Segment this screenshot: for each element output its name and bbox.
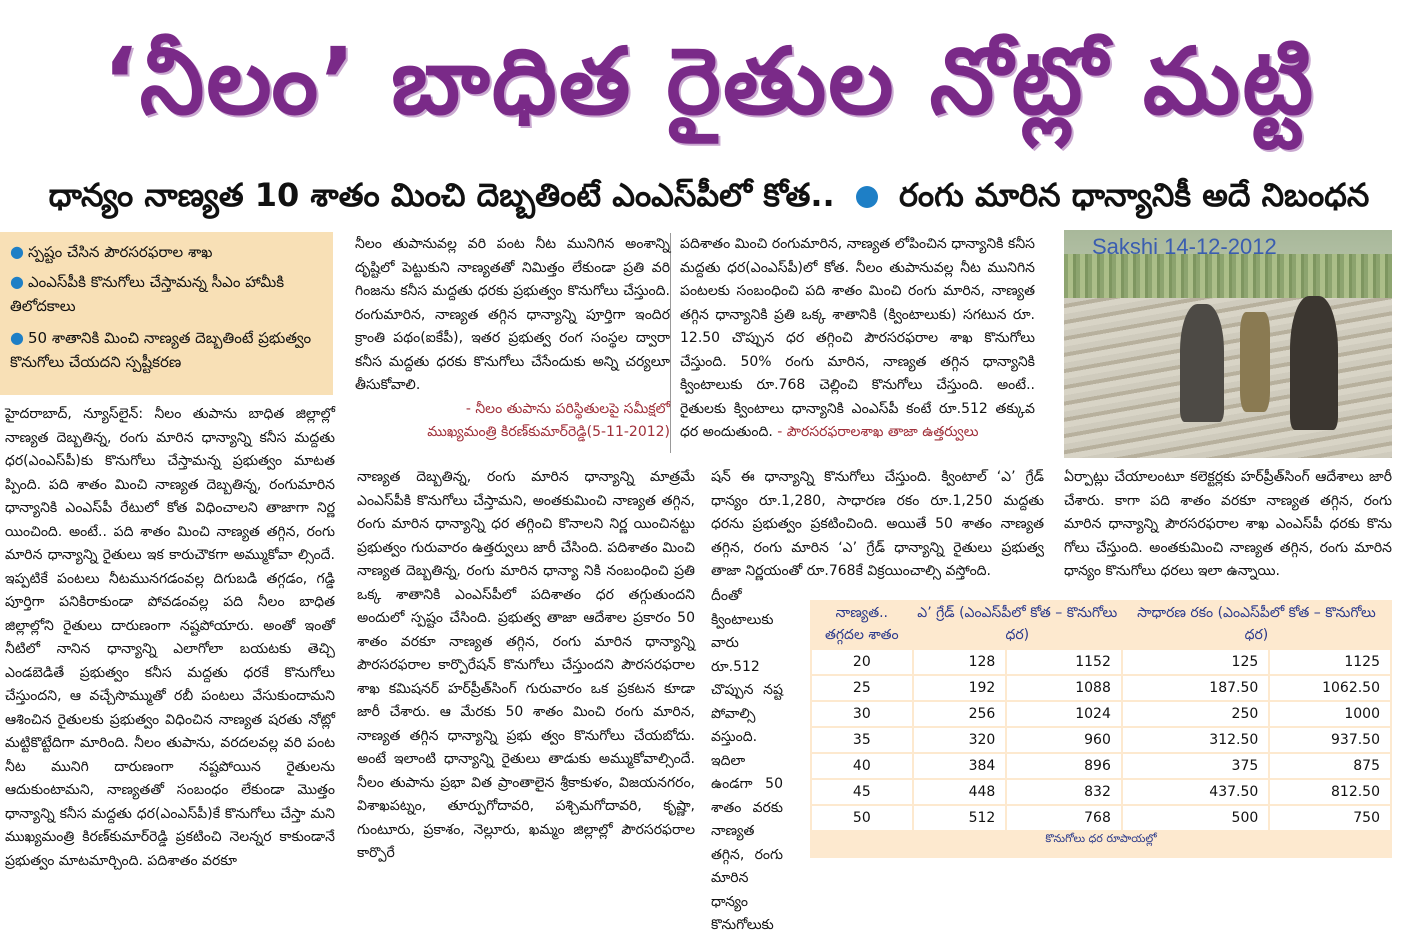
flooded-field bbox=[1064, 298, 1392, 458]
table-cell: 45 bbox=[811, 779, 913, 805]
table-cell: 768 bbox=[1006, 805, 1122, 831]
bullet-icon: ● bbox=[10, 328, 24, 347]
body-column-1: హైదరాబాద్, న్యూస్‌లైన్: నీలం తుపాను బాధిత జిల్లాల్లో నాణ్యత దెబ్బతిన్న, రంగు మారిన ధాన్యాన్ని కనీస మద్దతు ధర(ఎంఎస్‌పీ)కు కొనుగోలు చేస్తామన్న ప్రభుత్వం మాటత ప్పింది. పది శాతం మించి నాణ్యత దెబ్బతిన్న, రంగుమారిన ధాన్యానికి ఎంఎస్‌పీ రేటులో కోత విధించాలని తాజాగా నిర్ణ యించింది. అంటే.. పది శాతం మించి నాణ్యత తగ్గిన, రంగు మారిన ధాన్యాన్ని రైతులు ఇక కారుచౌకగా అమ్ముకోవా ల్సిందే. ఇప్పటికే పంటలు నీటమునగడంవల్ల దిగుబడి తగ్గడం, గడ్డి పూర్తిగా పనికిరాకుండా పోవడంవల్ల పది నీలం బాధిత జిల్లాల్లోని రైతులు దారుణంగా నష్టపోయారు. అంతో ఇంతో నీటిలో నానిన ధాన్యాన్ని ఎలాగోలా బయటకు తెచ్చి ఎండబెడితే ప్రభుత్వం కనీస మద్దతు ధరకే కొనుగోలు చేస్తుందని, ఆ వచ్చేసొమ్ముతో రబీ పంటలు వేసుకుందామని ఆశించిన రైతులకు ప్రభుత్వం విధించిన నాణ్యత షరతు నోట్లో మట్టికొట్టేదిగా మారింది. నీలం తుపాను, వరదలవల్ల వరి పంట నీట మునిగి దారుణంగా నష్టపోయిన రైతులను ఆదుకుంటామని, నాణ్యతతో సంబంధం లేకుండా మొత్తం ధాన్యాన్ని కనీస మద్దతు ధర(ఎంఎస్‌పీ)కే కొనుగోలు చేస్తా మని ముఖ్యమంత్రి కిరణ్‌కుమార్‌రెడ్డి ప్రకటించి నెలన్నర కాకుండానే ప్రభుత్వం మాటమార్చింది. పదిశాతం వరకూ bbox=[5, 406, 335, 869]
table-cell: 896 bbox=[1006, 753, 1122, 779]
cm-quote-sig1: - నీలం తుపాను పరిస్థితులపై సమీక్షలో bbox=[465, 400, 670, 417]
dept-quote-text: పదిశాతం మించి రంగుమారిన, నాణ్యత లోపించిన ధాన్యానికి కనీస మద్దతు ధర(ఎంఎస్‌పీ)లో కోత. నీలం తుపానువల్ల నీట మునిగిన పంటలకు సంబంధించి పది శాతం మించి రంగు మారిన, నాణ్యత తగ్గిన ధాన్యానికి ప్రతి ఒక్క శాతానికి (క్వింటాలుకు) సగటున రూ. 12.50 చొప్పున ధర తగ్గించి పౌరసరఫరాల శాఖ కొనుగోలు చేస్తుంది. 50% రంగు మారిన, నాణ్యత తగ్గిన ధాన్యానికి క్వింటాలుకు రూ.768 చెల్లించి కొనుగోలు చేస్తుంది. అంటే.. రైతులకు క్వింటాలు ధాన్యానికి ఎంఎస్‌పీ కంటే రూ.512 తక్కువ ధర అందుతుంది. bbox=[680, 236, 1035, 440]
paddy-bundle bbox=[1240, 312, 1270, 412]
bullet-icon: ● bbox=[10, 272, 24, 291]
table-cell: 125 bbox=[1122, 649, 1269, 675]
table-cell: 187.50 bbox=[1122, 675, 1269, 701]
highlight-item: ● 50 శాతానికి మించి నాణ్యత దెబ్బతింటే ప్రభుత్వం కొనుగోలు చేయదని స్పష్టీకరణ bbox=[10, 328, 312, 371]
cm-quote-text: నీలం తుపానువల్ల వరి పంట నీట మునిగిన అంశాన్ని దృష్టిలో పెట్టుకుని నాణ్యతతో నిమిత్తం లేకుండా ప్రతి వరి గింజను కనీస మద్దతు ధరకు ప్రభుత్వం కొనుగోలు చేస్తుంది. రంగుమారిన, నాణ్యత తగ్గిన ధాన్యాన్ని పూర్తిగా ఇందిర క్రాంతి పథం(ఐకేపీ), ఇతర ప్రభుత్వ రంగ సంస్థల ద్వారా కనీస మద్దతు ధరకు కొనుగోలు చేసేందుకు అన్ని చర్యలూ తీసుకోవాలి. bbox=[355, 236, 670, 393]
table-cell: 20 bbox=[811, 649, 913, 675]
body-column-4: ఏర్పాట్లు చేయాలంటూ కలెక్టర్లకు హర్‌ప్రీత్‌సింగ్ ఆదేశాలు జారీ చేశారు. కాగా పది శాతం వరకూ నాణ్యత తగ్గిన, రంగు మారిన ధాన్యాన్ని పౌరసరఫరాల శాఖ ఎంఎస్‌పీ ధరకు కొను గోలు చేస్తుంది. అంతకుమించి నాణ్యత తగ్గిన, రంగు మారిన ధాన్యం కొనుగోలు ధరలు ఇలా ఉన్నాయి. bbox=[1064, 469, 1392, 579]
highlight-item: ● ఎంఎస్‌పీకి కొనుగోలు చేస్తామన్న సీఎం హామీకి తిలోదకాలు bbox=[10, 272, 285, 315]
subheadline-left: ధాన్యం నాణ్యత 10 శాతం మించి దెబ్బతింటే ఎంఎస్‌పీలో కోత.. bbox=[48, 176, 835, 214]
table-cell: 960 bbox=[1006, 727, 1122, 753]
table-row bbox=[811, 675, 1391, 701]
table-cell: 1125 bbox=[1269, 649, 1391, 675]
table-cell: 500 bbox=[1122, 805, 1269, 831]
body-column-3b: దీంతో క్వింటాలుకు వారు రూ.512 చొప్పున నష్ట పోవాల్సి వస్తుంది. ఇదిలా ఉండగా 50 శాతం వరకు నాణ్యత తగ్గిన, రంగు మారిన ధాన్యం కొనుగోలుకు bbox=[711, 588, 783, 933]
table-cell: 512 bbox=[913, 805, 1007, 831]
bullet-icon: ● bbox=[10, 242, 24, 261]
price-table-grid bbox=[810, 600, 1392, 832]
bullet-dot-icon bbox=[856, 186, 878, 208]
paddy-field bbox=[1064, 254, 1392, 298]
table-row bbox=[811, 649, 1391, 675]
cm-quote-sig2: ముఖ్యమంత్రి కిరణ్‌కుమార్‌రెడ్డి(5-11-2012) bbox=[427, 424, 670, 440]
subheadline-right: రంగు మారిన ధాన్యానికీ అదే నిబంధన bbox=[898, 176, 1370, 214]
dept-quote-sig: - పౌరసరఫరాలశాఖ తాజా ఉత్తర్వులు bbox=[777, 424, 979, 440]
table-cell: 1024 bbox=[1006, 701, 1122, 727]
table-cell: 375 bbox=[1122, 753, 1269, 779]
table-cell: 40 bbox=[811, 753, 913, 779]
photo-date-stamp: Sakshi 14-12-2012 bbox=[1092, 234, 1277, 259]
table-cell: 320 bbox=[913, 727, 1007, 753]
price-table bbox=[810, 600, 1392, 858]
table-cell: 1062.50 bbox=[1269, 675, 1391, 701]
headline: ‘నీలం’ బాధిత రైతుల నోట్లో మట్టి bbox=[102, 28, 1316, 135]
table-cell: 937.50 bbox=[1269, 727, 1391, 753]
subheadline bbox=[0, 170, 1418, 220]
table-cell: 250 bbox=[1122, 701, 1269, 727]
table-footnote: కొనుగోలు ధర రూపాయల్లో bbox=[1045, 832, 1157, 845]
table-header-quality: నాణ్యత.. తగ్గదల శాతం bbox=[825, 605, 899, 643]
body-column-2: నాణ్యత దెబ్బతిన్న, రంగు మారిన ధాన్యాన్ని మాత్రమే ఎంఎస్‌పీకి కొనుగోలు చేస్తామని, అంతకుమించి నాణ్యత తగ్గిన, రంగు మారిన ధాన్యాన్ని ధర తగ్గించి కొనాలని నిర్ణ యించినట్టు ప్రభుత్వం గురువారం ఉత్తర్వులు జారీ చేసింది. పదిశాతం మించి నాణ్యత దెబ్బతిన్న, రంగు మారిన ధాన్యా నికి నంబంధించి ప్రతి ఒక్క శాతానికి ఎంఎస్‌పీలో పదిశాతం ధర తగ్గుతుందని అందులో స్పష్టం చేసింది. ప్రభుత్వ తాజా ఆదేశాల ప్రకారం 50 శాతం వరకూ నాణ్యత తగ్గిన, రంగు మారిన ధాన్యాన్ని పౌరసరఫరాల కార్పొరేషన్ కొనుగోలు చేస్తుందని పౌరసరఫరాల శాఖ కమిషనర్ హర్‌ప్రీత్‌సింగ్ గురువారం ఒక ప్రకటన కూడా జారీ చేశారు. ఆ మేరకు 50 శాతం మించి రంగు మారిన, నాణ్యత తగ్గిన ధాన్యాన్ని ప్రభు త్వం కొనుగోలు చేయబోదు. అంటే ఇలాంటి ధాన్యాన్ని రైతులు తాడుకు అమ్ముకోవాల్సిందే. నీలం తుపాను ప్రభా విత ప్రాంతాలైన శ్రీకాకుళం, విజయనగరం, విశాఖపట్నం, తూర్పుగోదావరి, పశ్చిమగోదావరి, కృష్ణా, గుంటూరు, ప్రకాశం, నెల్లూరు, ఖమ్మం జిల్లాల్లో పౌరసరఫరాల కార్పొరే bbox=[357, 469, 695, 861]
highlights-box bbox=[0, 232, 333, 395]
body-column-3a: షన్ ఈ ధాన్యాన్ని కొనుగోలు చేస్తుంది. క్వింటాల్ ‘ఎ’ గ్రేడ్ ధాన్యం రూ.1,280, సాధారణ రకం రూ.1,250 మద్దతు ధరను ప్రభుత్వం ప్రకటించింది. అయితే 50 శాతం నాణ్యత తగ్గిన, రంగు మారిన ‘ఎ’ గ్రేడ్ ధాన్యాన్ని రైతులు ప్రభుత్వ తాజా నిర్ణయంతో రూ.768కే విక్రయించాల్సి వస్తోంది. bbox=[711, 469, 1044, 579]
table-cell: 25 bbox=[811, 675, 913, 701]
table-row bbox=[811, 701, 1391, 727]
table-row bbox=[811, 779, 1391, 805]
table-cell: 1152 bbox=[1006, 649, 1122, 675]
highlight-item: ● స్పష్టం చేసిన పౌరసరఫరాల శాఖ bbox=[10, 242, 213, 261]
table-cell: 35 bbox=[811, 727, 913, 753]
cm-quote-box bbox=[355, 233, 671, 453]
table-cell: 448 bbox=[913, 779, 1007, 805]
table-cell: 1088 bbox=[1006, 675, 1122, 701]
dept-quote-box bbox=[680, 233, 1035, 453]
table-header-a-grade: ఎ’ గ్రేడ్ (ఎంఎస్‌పీలో కోత – కొనుగోలు ధర) bbox=[917, 605, 1118, 643]
farmers-photo bbox=[1064, 230, 1392, 458]
farmer-figure bbox=[1180, 304, 1224, 422]
table-cell: 128 bbox=[913, 649, 1007, 675]
table-cell: 875 bbox=[1269, 753, 1391, 779]
table-row bbox=[811, 753, 1391, 779]
table-row bbox=[811, 727, 1391, 753]
table-cell: 50 bbox=[811, 805, 913, 831]
table-cell: 256 bbox=[913, 701, 1007, 727]
table-cell: 384 bbox=[913, 753, 1007, 779]
table-cell: 437.50 bbox=[1122, 779, 1269, 805]
table-cell: 832 bbox=[1006, 779, 1122, 805]
farmer-figure bbox=[1290, 296, 1338, 430]
table-row bbox=[811, 805, 1391, 831]
table-header-common: సాధారణ రకం (ఎంఎస్‌పీలో కోత – కొనుగోలు ధర) bbox=[1137, 605, 1376, 643]
table-cell: 1000 bbox=[1269, 701, 1391, 727]
table-cell: 812.50 bbox=[1269, 779, 1391, 805]
table-cell: 750 bbox=[1269, 805, 1391, 831]
table-cell: 30 bbox=[811, 701, 913, 727]
table-cell: 312.50 bbox=[1122, 727, 1269, 753]
table-cell: 192 bbox=[913, 675, 1007, 701]
